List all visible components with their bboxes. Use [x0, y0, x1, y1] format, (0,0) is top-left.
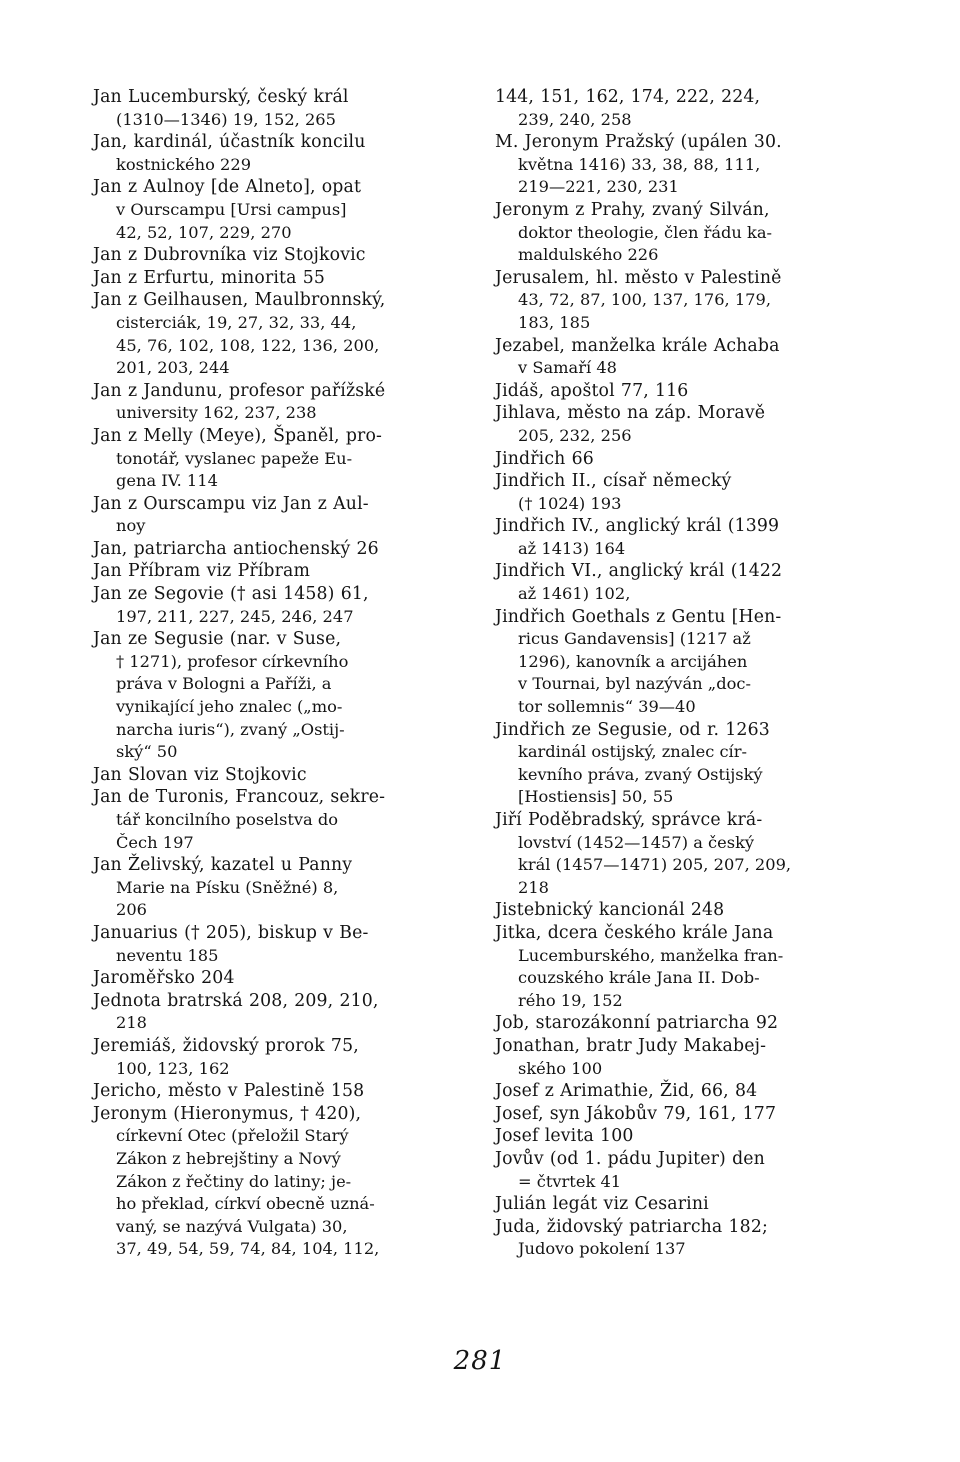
index-entry-line: ho překlad, církví obecně uzná- [116, 1194, 375, 1214]
index-entry [495, 470, 873, 515]
index-entry-line: university 162, 237, 238 [116, 403, 317, 423]
index-entry-line: 219—221, 230, 231 [518, 177, 679, 197]
index-entry [93, 1103, 471, 1261]
index-entry-line: Lucemburského, manželka fran- [518, 945, 784, 965]
index-entry-line: Jezabel, manželka krále Achaba [495, 335, 780, 356]
index-entry-line: Jericho, město v Palestině 158 [93, 1081, 365, 1102]
index-entry-line: práva v Bologni a Paříži, a [116, 674, 332, 694]
index-entry-line: doktor theologie, člen řádu ka- [518, 222, 773, 242]
index-entry [93, 289, 471, 379]
index-entry-line: kardinál ostijský, znalec cír- [518, 742, 747, 762]
index-entry-line: Jindřich VI., anglický král (1422 [495, 561, 783, 582]
index-entry [495, 560, 873, 605]
index-entry [495, 809, 873, 899]
index-entry [495, 1148, 873, 1193]
index-entry-line: Julián legát viz Cesarini [495, 1194, 709, 1215]
index-entry [93, 764, 471, 787]
index-entry-line: couzského krále Jana II. Dob- [518, 968, 760, 988]
index-entry-line: maldulského 226 [518, 245, 659, 265]
index-entry [93, 425, 471, 493]
index-entry [93, 86, 471, 131]
index-entry-line: Jan z Dubrovníka viz Stojkovic [93, 245, 366, 266]
index-entry-line: Januarius († 205), biskup v Be- [93, 922, 369, 943]
index-entry-line: Čech 197 [116, 832, 194, 852]
index-entry-line: Jindřich Goethals z Gentu [Hen- [495, 606, 782, 627]
index-entry [93, 380, 471, 425]
index-entry-line: vynikající jeho znalec („mo- [116, 697, 343, 717]
index-entry-line: tonotář, vyslanec papeže Eu- [116, 448, 353, 468]
index-entry-line: Jindřich IV., anglický král (1399 [495, 516, 780, 537]
index-entry [93, 854, 471, 922]
index-entry-line: Jan z Erfurtu, minorita 55 [93, 267, 326, 288]
index-entry-line: noy [116, 516, 146, 536]
index-entry-line: 197, 211, 227, 245, 246, 247 [116, 606, 354, 626]
index-entry-line: Jan Lucemburský, český král [93, 87, 349, 107]
index-entry [495, 335, 873, 380]
index-entry-line: kevního práva, zvaný Ostijský [518, 764, 763, 784]
index-entry-line: rého 19, 152 [518, 990, 623, 1010]
index-entry-line: ricus Gandavensis] (1217 až [518, 629, 751, 649]
index-entry-line: 201, 203, 244 [116, 358, 230, 378]
index-entry [495, 1012, 873, 1035]
index-entry-line: Jovův (od 1. pádu Jupiter) den [495, 1148, 765, 1169]
index-entry-line: až 1413) 164 [518, 538, 626, 558]
index-entry-line: 206 [116, 900, 147, 920]
index-entry [495, 86, 873, 131]
index-entry-line: (1310—1346) 19, 152, 265 [116, 109, 336, 129]
index-entry-line: Jan, patriarcha antiochenský 26 [93, 538, 379, 559]
index-entry-line: = čtvrtek 41 [518, 1171, 622, 1191]
index-entry-line: tář koncilního poselstva do [116, 810, 339, 829]
index-entry-line: církevní Otec (přeložil Starý [116, 1126, 349, 1146]
index-entry-line: Jeronym z Prahy, zvaný Silván, [495, 199, 770, 220]
index-entry-line: ský“ 50 [116, 742, 178, 762]
index-entry-line: lovství (1452—1457) a český [518, 832, 755, 852]
index-entry-line: Jerusalem, hl. město v Palestině [495, 267, 782, 288]
index-entry-line: Jistebnický kancionál 248 [495, 900, 725, 921]
index-entry [93, 267, 471, 290]
index-entry-line: narcha iuris“), zvaný „Ostij- [116, 719, 345, 739]
index-entry [495, 199, 873, 267]
index-entry [93, 990, 471, 1035]
index-entry-line: Juda, židovský patriarcha 182; [495, 1216, 768, 1237]
index-entry-line: Josef, syn Jákobův 79, 161, 177 [495, 1103, 777, 1124]
index-entry-line: ského 100 [518, 1058, 603, 1078]
index-entry-line: Jan Příbram viz Příbram [93, 561, 311, 582]
index-entry-line: Jan, kardinál, účastník koncilu [93, 132, 366, 153]
index-entry-line: v Samaří 48 [518, 358, 617, 378]
index-entry-line: 37, 49, 54, 59, 74, 84, 104, 112, [116, 1239, 380, 1259]
index-entry-line: Jan z Ourscampu viz Jan z Aul- [93, 493, 369, 514]
index-entry-line: Jindřich ze Segusie, od r. 1263 [495, 719, 770, 740]
index-entry [93, 1080, 471, 1103]
index-entry [495, 1193, 873, 1216]
index-entry-line: v Tournai, byl nazýván „doc- [518, 674, 751, 694]
index-entry-line: († 1024) 193 [518, 493, 622, 513]
index-entry-line: tor sollemnis“ 39—40 [518, 697, 696, 717]
index-entry-line: cisterciák, 19, 27, 32, 33, 44, [116, 312, 357, 332]
index-entry [495, 719, 873, 809]
index-entry [93, 786, 471, 854]
index-entry-line: Job, starozákonní patriarcha 92 [495, 1013, 779, 1034]
index-entry [93, 176, 471, 244]
index-entry [495, 131, 873, 199]
index-entry-line: května 1416) 33, 38, 88, 111, [518, 154, 761, 174]
index-entry-line: 218 [518, 877, 549, 897]
index-entry [93, 244, 471, 267]
index-entry-line: 218 [116, 1013, 147, 1033]
index-entry-line: Zákon z řečtiny do latiny; je- [116, 1171, 352, 1191]
index-entry [93, 560, 471, 583]
index-entry-line: Jan ze Segovie († asi 1458) 61, [93, 584, 369, 605]
index-entry-line: 45, 76, 102, 108, 122, 136, 200, [116, 335, 380, 355]
index-entry [93, 922, 471, 967]
index-entry [93, 131, 471, 176]
index-entry-line: 43, 72, 87, 100, 137, 176, 179, [518, 290, 772, 310]
index-entry [495, 448, 873, 471]
index-entry [495, 380, 873, 403]
index-entry [495, 1125, 873, 1148]
page-number: 281 [453, 1346, 507, 1376]
index-entry-line: Jan ze Segusie (nar. v Suse, [93, 629, 342, 650]
index-entry [495, 402, 873, 447]
index-entry [495, 267, 873, 335]
index-entry-line: v Ourscampu [Ursi campus] [116, 199, 347, 219]
index-entry-line: Josef levita 100 [495, 1126, 634, 1147]
index-entry-line: † 1271), profesor církevního [116, 651, 349, 671]
index-entry-line: Jindřich 66 [495, 448, 594, 469]
index-entry [495, 899, 873, 922]
index-entry-line: neventu 185 [116, 945, 219, 965]
index-entry-line: 239, 240, 258 [518, 109, 632, 129]
index-entry-line: 1296), kanovník a arcijáhen [518, 651, 748, 671]
index-entry [495, 606, 873, 719]
index-entry-line: Jan z Jandunu, profesor pařížské [93, 380, 386, 401]
index-entry-line: až 1461) 102, [518, 584, 631, 604]
index-entry-line: 144, 151, 162, 174, 222, 224, [495, 87, 761, 107]
index-entry [495, 1035, 873, 1080]
index-entry-line: Zákon z hebrejštiny a Nový [116, 1148, 341, 1168]
index-entry-line: Jan z Aulnoy [de Alneto], opat [93, 177, 362, 198]
index-entry-line: kostnického 229 [116, 154, 252, 174]
index-entry-line: Jan Želivský, kazatel u Panny [93, 855, 353, 876]
index-entry [93, 1035, 471, 1080]
index-entry [93, 628, 471, 764]
index-entry-line: Jan de Turonis, Francouz, sekre- [93, 787, 386, 808]
index-entry-line: gena IV. 114 [116, 471, 218, 491]
index-entry-line: Jeremiáš, židovský prorok 75, [93, 1035, 359, 1056]
index-entry-line: [Hostiensis] 50, 55 [518, 787, 674, 807]
index-entry [495, 1216, 873, 1261]
index-entry-line: Jitka, dcera českého krále Jana [495, 922, 774, 943]
index-entry-line: Jihlava, město na záp. Moravě [495, 403, 766, 424]
index-entry-line: král (1457—1471) 205, 207, 209, [518, 855, 792, 875]
index-entry [495, 1080, 873, 1103]
index-entry-line: Marie na Písku (Sněžné) 8, [116, 877, 339, 897]
index-entry [495, 515, 873, 560]
index-entry [93, 493, 471, 538]
index-entry-line: 183, 185 [518, 312, 591, 332]
index-entry-line: Jeronym (Hieronymus, † 420), [93, 1103, 362, 1124]
index-entry-line: 205, 232, 256 [518, 425, 632, 445]
index-entry-line: Jan Slovan viz Stojkovic [93, 764, 307, 785]
index-entry-line: 42, 52, 107, 229, 270 [116, 222, 292, 242]
index-entry [495, 922, 873, 1012]
index-entry-line: Jednota bratrská 208, 209, 210, [93, 990, 379, 1011]
index-entry-line: M. Jeronym Pražský (upálen 30. [495, 132, 782, 153]
index-column-left [93, 86, 471, 1261]
index-entry [495, 1103, 873, 1126]
index-entry-line: Jiří Poděbradský, správce krá- [495, 810, 763, 830]
index-entry-line: Jaroměřsko 204 [93, 968, 235, 989]
index-entry-line: Judovo pokolení 137 [518, 1239, 686, 1259]
index-entry [93, 538, 471, 561]
index-entry-line: Jonathan, bratr Judy Makabej- [495, 1035, 767, 1056]
index-column-right [495, 86, 873, 1261]
index-entry-line: Josef z Arimathie, Žid, 66, 84 [495, 1081, 758, 1102]
index-entry-line: Jindřich II., císař německý [495, 471, 732, 492]
index-entry-line: Jidáš, apoštol 77, 116 [495, 380, 689, 401]
index-entry-line: Jan z Melly (Meye), Španěl, pro- [93, 425, 383, 446]
index-entry [93, 967, 471, 990]
index-entry-line: Jan z Geilhausen, Maulbronnský, [93, 290, 386, 311]
index-entry-line: vaný, se nazývá Vulgata) 30, [116, 1216, 348, 1236]
index-entry-line: 100, 123, 162 [116, 1058, 230, 1078]
index-entry [93, 583, 471, 628]
